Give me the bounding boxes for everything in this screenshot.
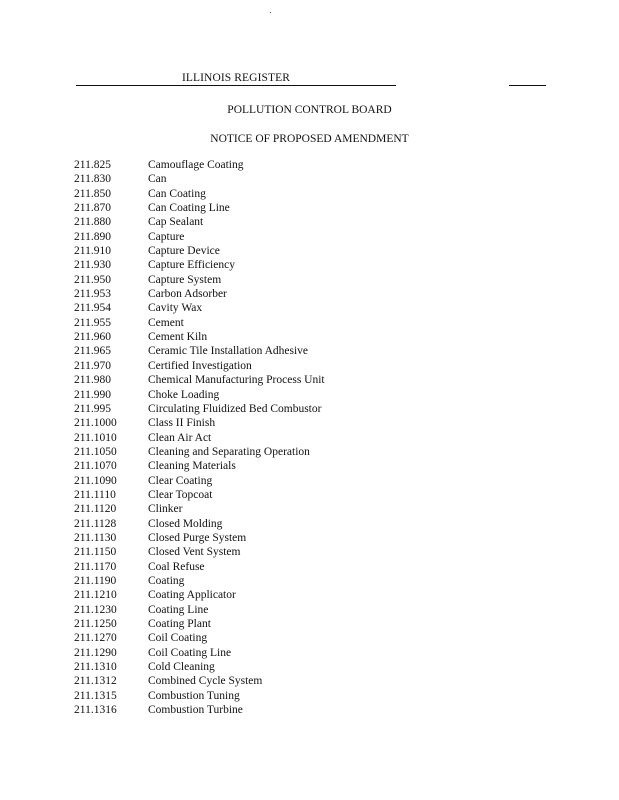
list-item [74,502,554,516]
section-number: 211.930 [74,259,111,272]
section-term: Closed Vent System [148,546,241,559]
section-term: Coal Refuse [148,560,205,573]
section-term: Capture [148,230,185,243]
section-number: 211.995 [74,402,111,415]
section-term: Can [148,173,167,186]
section-term: Cavity Wax [148,302,203,315]
section-number: 211.1250 [74,618,117,630]
list-item [74,517,554,531]
list-item [74,588,554,602]
section-term: Combustion Turbine [148,704,243,717]
list-item [74,230,554,244]
section-term: Coating [148,574,185,587]
section-number: 211.1120 [74,503,117,516]
list-item [74,258,554,272]
section-number: 211.890 [74,230,111,243]
list-item [74,287,554,301]
list-item [74,674,554,688]
section-number: 211.1110 [74,488,116,501]
section-term: Cement Kiln [148,331,208,344]
list-item [74,560,554,574]
section-term: Clean Air Act [148,431,212,444]
section-term: Cleaning and Separating Operation [148,445,310,458]
section-number: 211.970 [74,359,111,372]
section-number: 211.1312 [74,675,117,688]
list-item [74,689,554,703]
section-number: 211.1210 [74,589,117,602]
section-number: 211.1315 [74,689,117,702]
section-term: Capture Device [148,245,220,258]
list-item [74,459,554,473]
section-term: Cleaning Materials [148,460,236,473]
section-number: 211.1170 [74,560,117,573]
section-number: 211.1190 [74,574,117,587]
list-item [74,603,554,617]
section-term: Certified Investigation [148,359,252,372]
section-number: 211.880 [74,216,111,229]
list-item [74,158,554,172]
section-term: Clinker [148,503,183,516]
section-term: Choke Loading [148,388,220,401]
section-number: 211.990 [74,388,111,401]
list-item [74,388,554,402]
section-term: Closed Purge System [148,531,247,544]
list-item [74,631,554,645]
section-number: 211.1290 [74,646,117,659]
list-item [74,646,554,660]
section-number: 211.960 [74,331,111,344]
board-title: POLLUTION CONTROL BOARD [227,104,392,116]
section-term: Coil Coating [148,632,208,645]
list-item [74,402,554,416]
section-term: Combined Cycle System [148,675,263,688]
list-item [74,488,554,502]
list-item [74,617,554,631]
section-number: 211.980 [74,374,111,387]
list-item [74,215,554,229]
section-number: 211.954 [74,302,111,315]
section-number: 211.830 [74,173,111,186]
section-term: Coating Plant [148,618,211,630]
list-item [74,330,554,344]
section-number: 211.870 [74,202,111,215]
list-item [74,474,554,488]
section-term: Ceramic Tile Installation Adhesive [148,345,309,358]
header-rule-right [509,85,546,86]
section-number: 211.1270 [74,632,117,645]
list-item [74,574,554,588]
section-term: Coating Applicator [148,589,236,602]
list-item [74,531,554,545]
section-number: 211.1000 [74,417,117,430]
list-item [74,660,554,674]
register-title: ILLINOIS REGISTER [181,72,291,84]
notice-title: NOTICE OF PROPOSED AMENDMENT [210,133,409,145]
section-term: Clear Coating [148,474,213,487]
section-term: Combustion Tuning [148,689,240,702]
list-item [74,373,554,387]
section-term: Camouflage Coating [148,159,244,171]
section-number: 211.910 [74,245,111,258]
list-item [74,344,554,358]
section-term: Circulating Fluidized Bed Combustor [148,402,322,415]
section-term: Coating Line [148,603,209,616]
section-number: 211.950 [74,273,111,286]
section-number: 211.850 [74,187,111,200]
list-item [74,316,554,330]
section-number: 211.1316 [74,704,117,717]
section-term: Clear Topcoat [148,488,213,501]
section-term: Coil Coating Line [148,646,232,659]
list-item [74,431,554,445]
section-number: 211.965 [74,345,111,358]
section-number: 211.1130 [74,531,117,544]
list-item [74,416,554,430]
list-item [74,703,554,717]
scan-speck [270,12,271,13]
section-number: 211.1050 [74,445,117,458]
list-item [74,445,554,459]
section-list [74,158,554,717]
section-number: 211.953 [74,288,111,301]
list-item [74,201,554,215]
section-term: Cap Sealant [148,216,204,229]
section-term: Can Coating [148,187,206,200]
section-number: 211.1128 [74,517,117,530]
section-number: 211.955 [74,316,111,329]
section-term: Capture Efficiency [148,259,235,272]
section-term: Capture System [148,273,222,286]
section-term: Carbon Adsorber [148,288,227,301]
list-item [74,273,554,287]
section-number: 211.1090 [74,474,117,487]
section-term: Cold Cleaning [148,661,215,674]
list-item [74,301,554,315]
section-number: 211.1150 [74,546,117,559]
section-term: Class II Finish [148,417,216,430]
section-number: 211.1230 [74,603,117,616]
section-number: 211.825 [74,159,111,171]
section-term: Chemical Manufacturing Process Unit [148,374,325,387]
section-term: Closed Molding [148,517,223,530]
section-number: 211.1310 [74,661,117,674]
section-term: Can Coating Line [148,202,230,215]
list-item [74,359,554,373]
list-item [74,187,554,201]
list-item [74,244,554,258]
list-item [74,172,554,186]
section-term: Cement [148,316,184,329]
list-item [74,545,554,559]
header-rule [76,85,396,86]
section-number: 211.1010 [74,431,117,444]
section-number: 211.1070 [74,460,117,473]
